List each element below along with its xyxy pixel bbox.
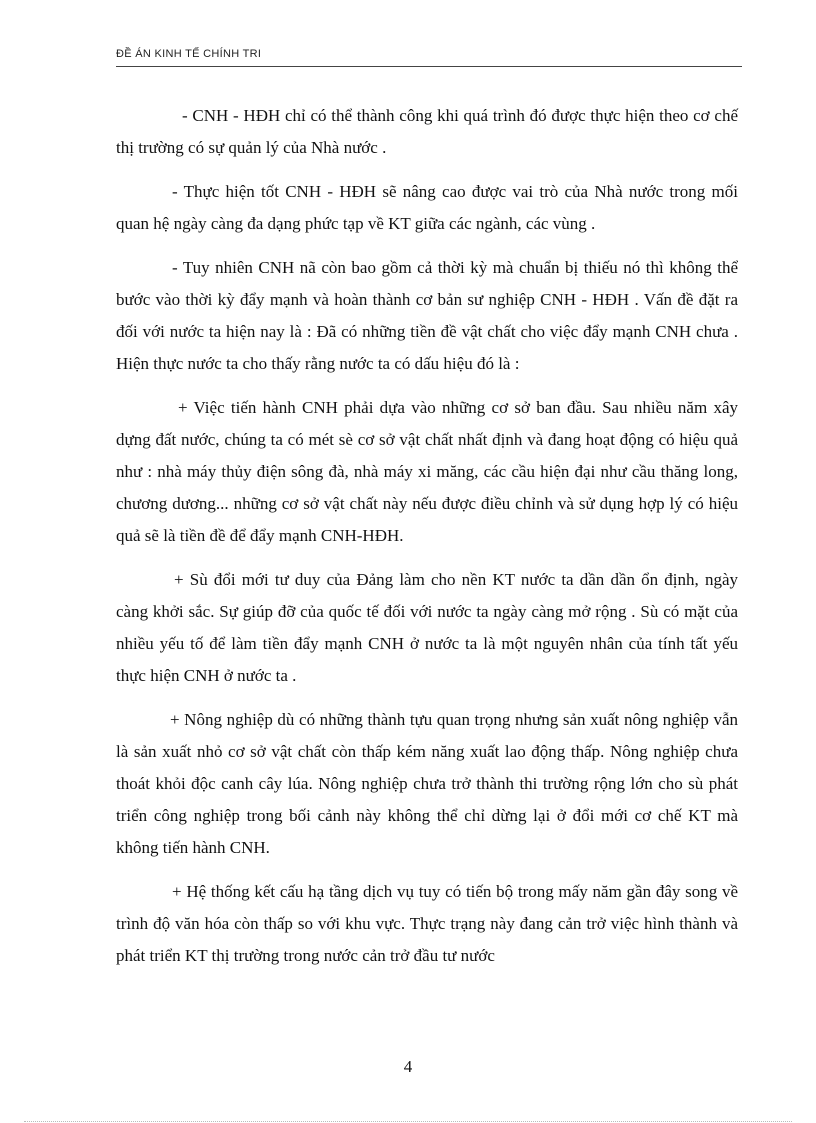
paragraph-2 <box>116 176 738 240</box>
paragraph-text: + Nông nghiệp dù có những thành tựu quan trọng nhưng sản xuất nông nghiệp vẫn là sản xuất nhỏ cơ sở vật chất còn thấp kém năng xuất lao động thấp. Nông nghiệp chưa thoát khỏi độc canh cây lúa. Nông nghiệp chưa trở thành thi trường rộng lớn cho sù phát triển công nghiệp trong bối cảnh này không thể chỉ dừng lại ở đổi mới cơ chế KT mà không tiến hành CNH. <box>116 710 738 857</box>
paragraph-3 <box>116 252 738 380</box>
paragraph-text: + Việc tiến hành CNH phải dựa vào những cơ sở ban đầu. Sau nhiều năm xây dựng đất nước, chúng ta có mét sè cơ sở vật chất nhất định và đang hoạt động có hiệu quả như : nhà máy thủy điện sông đà, nhà máy xi măng, các cầu hiện đại như cầu thăng long, chương dương... những cơ sở vật chất này nếu được điều chỉnh và sử dụng hợp lý có hiệu quả sẽ là tiền đề để đẩy mạnh CNH-HĐH. <box>116 398 738 545</box>
document-header-title: ĐỀ ÁN KINH TẾ CHÍNH TRI <box>116 48 262 60</box>
document-body <box>116 100 738 984</box>
page-bottom-edge <box>24 1121 792 1122</box>
paragraph-4 <box>116 392 738 552</box>
paragraph-text: - Tuy nhiên CNH nã còn bao gồm cả thời kỳ mà chuẩn bị thiếu nó thì không thể bước vào thời kỳ đẩy mạnh và hoàn thành cơ bản sư nghiệp CNH - HĐH . Vấn đề đặt ra đối với nước ta hiện nay là : Đã có những tiền đề vật chất cho việc đẩy mạnh CNH chưa . Hiện thực nước ta cho thấy rằng nước ta có dấu hiệu đó là : <box>116 258 738 373</box>
paragraph-text: - CNH - HĐH chỉ có thể thành công khi quá trình đó được thực hiện theo cơ chế thị trường có sự quản lý của Nhà nước . <box>116 106 738 157</box>
paragraph-text: - Thực hiện tốt CNH - HĐH sẽ nâng cao được vai trò của Nhà nước trong mối quan hệ ngày càng đa dạng phức tạp về KT giữa các ngành, các vùng . <box>116 182 738 233</box>
paragraph-1 <box>116 100 738 164</box>
header-divider <box>116 66 742 67</box>
paragraph-5 <box>116 564 738 692</box>
page-number: 4 <box>403 1057 413 1076</box>
paragraph-6 <box>116 704 738 864</box>
paragraph-text: + Hệ thống kết cấu hạ tầng dịch vụ tuy có tiến bộ trong mấy năm gần đây song về trình độ văn hóa còn thấp so với khu vực. Thực trạng này đang cản trở việc hình thành và phát triển KT thị trường trong nước cản trở đầu tư nước <box>116 882 738 965</box>
paragraph-text: + Sù đổi mới tư duy của Đảng làm cho nền KT nước ta dần dần ổn định, ngày càng khởi sắc. Sự giúp đỡ của quốc tế đối với nước ta ngày càng mở rộng . Sù có mặt của nhiều yếu tố để làm tiền đẩy mạnh CNH ở nước ta là một nguyên nhân của tính tất yếu thực hiện CNH ở nước ta . <box>116 570 738 685</box>
paragraph-7 <box>116 876 738 972</box>
